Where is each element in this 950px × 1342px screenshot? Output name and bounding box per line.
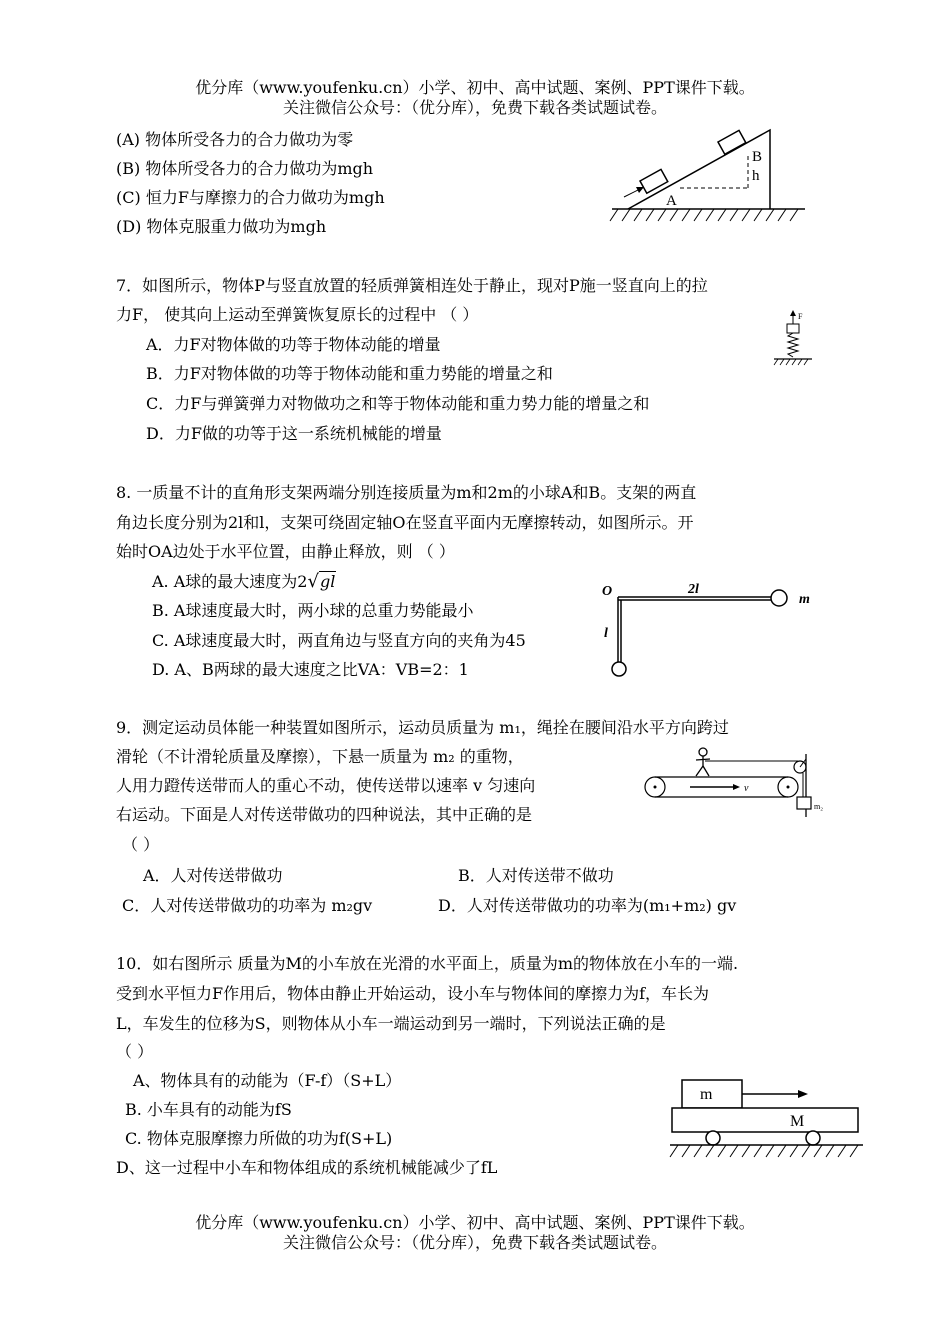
label-a: A: [666, 193, 677, 209]
runner-head: [699, 748, 707, 756]
q7-spring-figure: [768, 310, 818, 368]
label-l: l: [604, 626, 608, 641]
q9-stem-line-1: 9．测定运动员体能一种装置如图所示，运动员质量为 m₁，绳拴在腰间沿水平方向跨过: [116, 718, 729, 737]
q6-incline-figure: [610, 125, 810, 230]
q8-option-c: C. A球速度最大时，两直角边与竖直方向的夹角为45: [152, 631, 526, 650]
label-2l: 2l: [688, 582, 699, 597]
q10-stem-line-2: 受到水平恒力F作用后，物体由静止开始运动，设小车与物体间的摩擦力为f，车长为: [116, 984, 710, 1003]
q8-stem-line-3: 始时OA边处于水平位置，由静止释放，则 （ ）: [116, 542, 455, 561]
q7-option-d: D．力F做的功等于这一系统机械能的增量: [146, 424, 442, 443]
q9-option-b: B．人对传送带不做功: [458, 866, 614, 885]
q9-option-c: C．人对传送带做功的功率为 m₂gv: [122, 896, 373, 915]
q10-stem-line-1: 10．如右图所示 质量为M的小车放在光滑的水平面上，质量为m的物体放在小车的一端.: [116, 954, 739, 973]
q8-option-a-text: A. A球的最大速度为2: [152, 572, 308, 591]
q9-option-d: D．人对传送带做功的功率为(m₁+m₂) gv: [438, 896, 737, 915]
spring: [788, 333, 798, 357]
q8-stem-line-2: 角边长度分别为2l和l，支架可绕固定轴O在竖直平面内无摩擦转动，如图所示。开: [116, 513, 694, 532]
label-f: F: [798, 312, 803, 321]
q7-stem-line-2: 力F， 使其向上运动至弹簧恢复原长的过程中 （ ）: [116, 305, 479, 324]
wheel-right: [806, 1131, 820, 1145]
q8-option-a: [152, 572, 336, 592]
wheel-left: [706, 1131, 720, 1145]
sqrt-sign: √: [307, 571, 319, 592]
q6-option-d: (D) 物体克服重力做功为mgh: [116, 217, 327, 236]
q7-stem-line-1: 7．如图所示，物体P与竖直放置的轻质弹簧相连处于静止，现对P施一竖直向上的拉: [116, 276, 708, 295]
q7-option-c: C．力F与弹簧弹力对物做功之和等于物体动能和重力势力能的增量之和: [146, 394, 650, 413]
q8-stem-line-1: 8. 一质量不计的直角形支架两端分别连接质量为m和2m的小球A和B。支架的两直: [116, 483, 697, 502]
weight-m2: [797, 797, 811, 809]
q8-option-d: D. A、B两球的最大速度之比VA：VB=2：1: [152, 660, 469, 679]
q6-option-a: (A) 物体所受各力的合力做功为零: [116, 130, 354, 149]
q10-stem-line-3: L，车发生的位移为S，则物体从小车一端运动到另一端时，下列说法正确的是: [116, 1014, 666, 1033]
q10-option-c: C. 物体克服摩擦力所做的功为f(S+L): [125, 1129, 393, 1148]
q10-option-a: A、物体具有的动能为（F-f）（S+L）: [133, 1071, 402, 1090]
header-line-2: 关注微信公众号：（优分库），免费下载各类试题试卷。: [282, 98, 667, 117]
ball-a: [771, 590, 787, 606]
ball-b: [612, 662, 626, 676]
q10-stem-line-4: （ ）: [116, 1042, 154, 1061]
q9-option-a: A．人对传送带做功: [143, 866, 283, 885]
q10-cart-figure: [668, 1075, 868, 1165]
q8-bracket-figure: [596, 575, 826, 678]
footer-line-1: 优分库（www.youfenku.cn）小学、初中、高中试题、案例、PPT课件下载。: [195, 1213, 755, 1232]
q10-option-b: B. 小车具有的动能为fS: [125, 1100, 292, 1119]
label-m: m: [700, 1086, 713, 1103]
label-m2: m₂: [814, 802, 824, 811]
label-m: m: [799, 592, 810, 607]
label-v: v: [744, 783, 749, 794]
q7-option-b: B．力F对物体做的功等于物体动能和重力势能的增量之和: [146, 364, 553, 383]
label-h: h: [752, 168, 760, 184]
label-o: O: [602, 584, 613, 599]
footer-line-2: 关注微信公众号：（优分库），免费下载各类试题试卷。: [282, 1233, 667, 1252]
label-b: B: [752, 149, 763, 165]
upper-block: [718, 130, 746, 154]
cart-M: [672, 1108, 858, 1132]
q9-stem-line-3: 人用力蹬传送带而人的重心不动，使传送带以速率 v 匀速向: [116, 776, 536, 795]
q9-stem-line-5: （ ）: [122, 835, 160, 854]
q6-option-c: (C) 恒力F与摩擦力的合力做功为mgh: [116, 188, 385, 207]
block-p: [787, 324, 799, 333]
q10-option-d: D、这一过程中小车和物体组成的系统机械能减少了fL: [116, 1158, 498, 1177]
header-line-1: 优分库（www.youfenku.cn）小学、初中、高中试题、案例、PPT课件下载。: [195, 78, 755, 97]
q8-option-a-radicand: gl: [319, 572, 336, 591]
q8-option-b: B. A球速度最大时，两小球的总重力势能最小: [152, 601, 474, 620]
q7-option-a: A．力F对物体做的功等于物体动能的增量: [146, 335, 441, 354]
label-M: M: [790, 1113, 805, 1130]
q9-stem-line-2: 滑轮（不计滑轮质量及摩擦），下悬一质量为 m₂ 的重物，: [116, 747, 524, 766]
q9-stem-line-4: 右运动。下面是人对传送带做功的四种说法，其中正确的是: [116, 805, 533, 824]
q9-conveyor-figure: [640, 745, 840, 817]
q6-option-b: (B) 物体所受各力的合力做功为mgh: [116, 159, 374, 178]
